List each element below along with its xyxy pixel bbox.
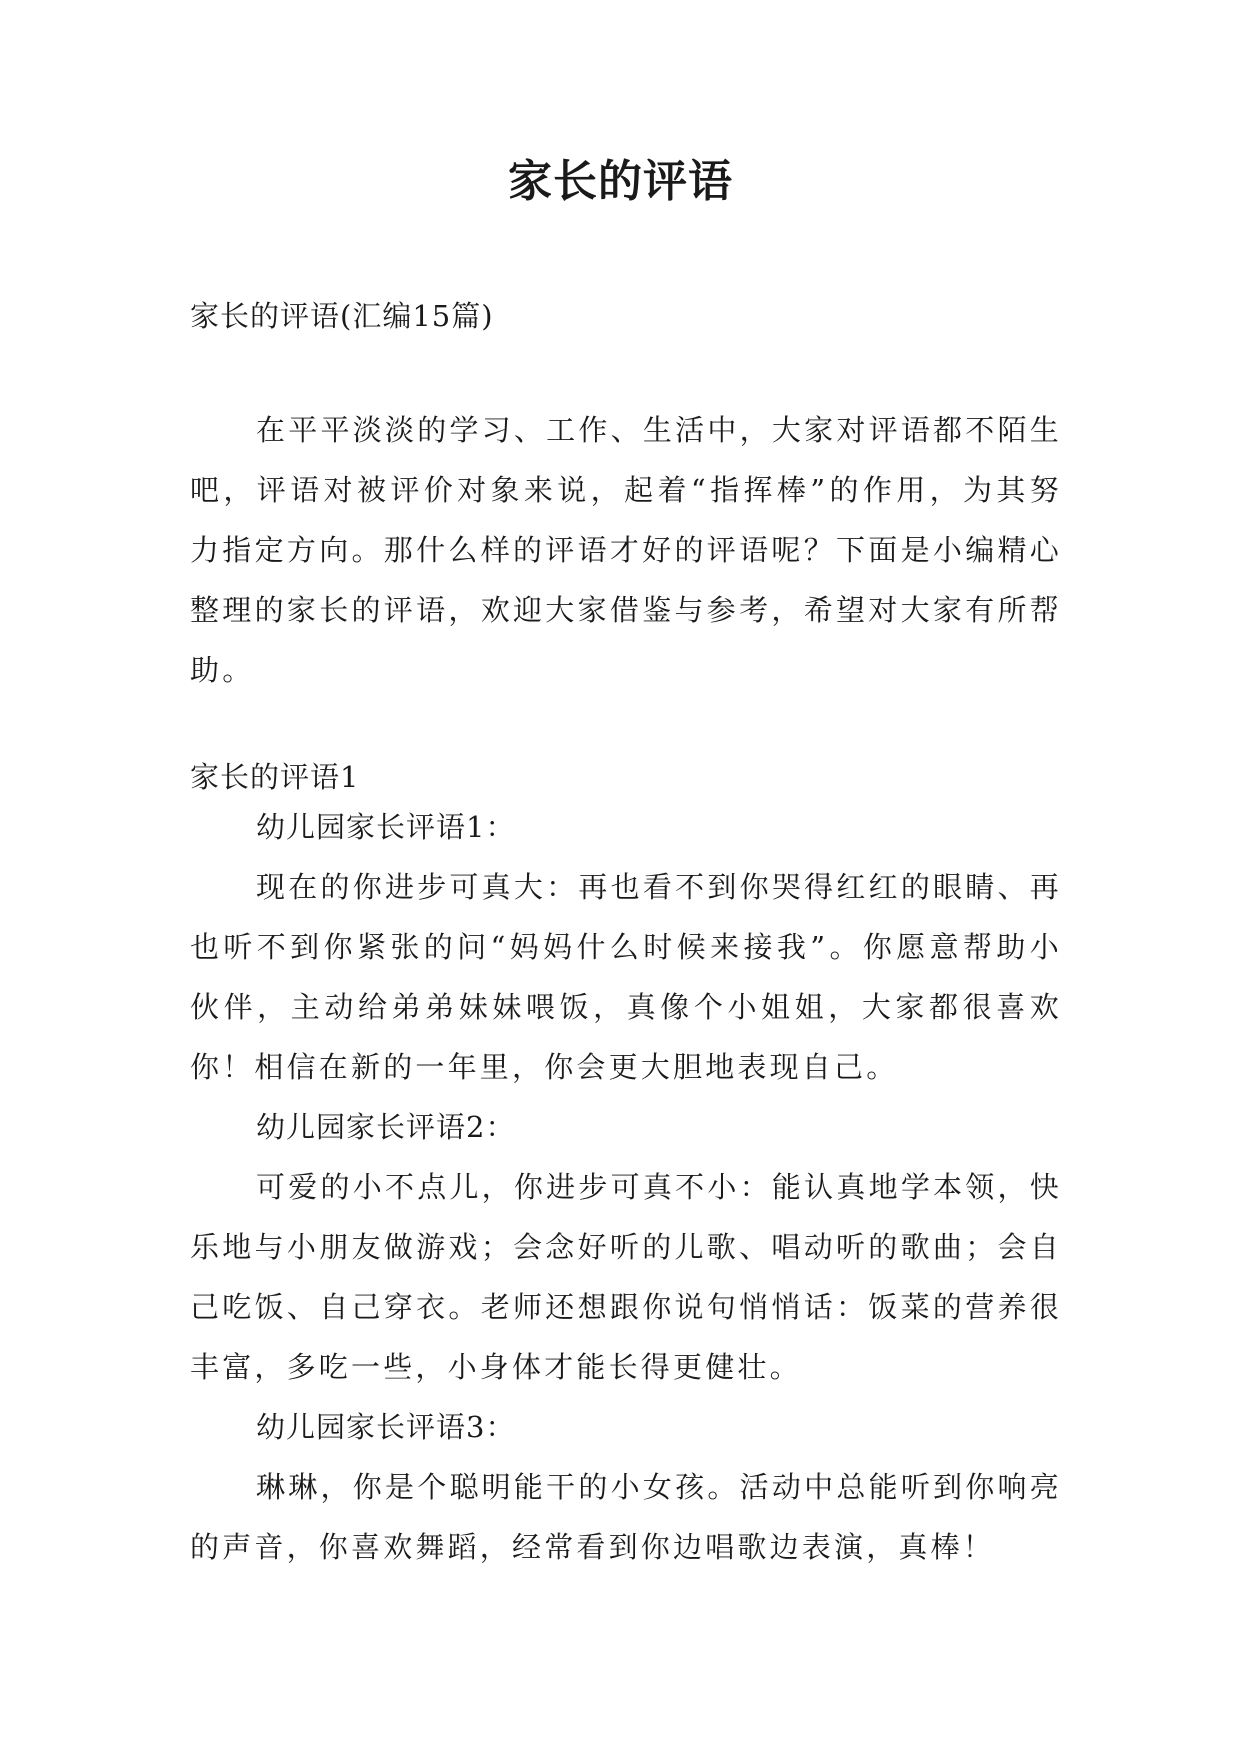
intro-paragraph: 在平平淡淡的学习、工作、生活中，大家对评语都不陌生吧，评语对被评价对象来说，起着“指挥棒”的作用，为其努力指定方向。那什么样的评语才好的评语呢？下面是小编精心整理的家长的评语，欢迎大家借鉴与参考，希望对大家有所帮助。: [190, 413, 1062, 687]
comment-text: 琳琳，你是个聪明能干的小女孩。活动中总能听到你响亮的声音，你喜欢舞蹈，经常看到你边唱歌边表演，真棒！: [190, 1470, 1062, 1564]
comment-item-2: [190, 1097, 1062, 1397]
comment-item-1: [190, 797, 1062, 1097]
document-title: 家长的评语: [508, 156, 733, 207]
comment-text: 现在的你进步可真大：再也看不到你哭得红红的眼睛、再也听不到你紧张的问“妈妈什么时候来接我”。你愿意帮助小伙伴，主动给弟弟妹妹喂饭，真像个小姐姐，大家都很喜欢你！相信在新的一年里，你会更大胆地表现自己。: [190, 870, 1062, 1084]
comment-item-3: [190, 1397, 1062, 1577]
comment-label: 幼儿园家长评语1：: [256, 810, 516, 844]
comment-text: 可爱的小不点儿，你进步可真不小：能认真地学本领，快乐地与小朋友做游戏；会念好听的儿歌、唱动听的歌曲；会自己吃饭、自己穿衣。老师还想跟你说句悄悄话：饭菜的营养很丰富，多吃一些，小身体才能长得更健壮。: [190, 1170, 1062, 1384]
comment-label: 幼儿园家长评语3：: [256, 1410, 516, 1444]
document-subtitle: 家长的评语(汇编15篇): [190, 299, 494, 333]
comment-label: 幼儿园家长评语2：: [256, 1110, 516, 1144]
section-heading: 家长的评语1: [190, 760, 360, 794]
